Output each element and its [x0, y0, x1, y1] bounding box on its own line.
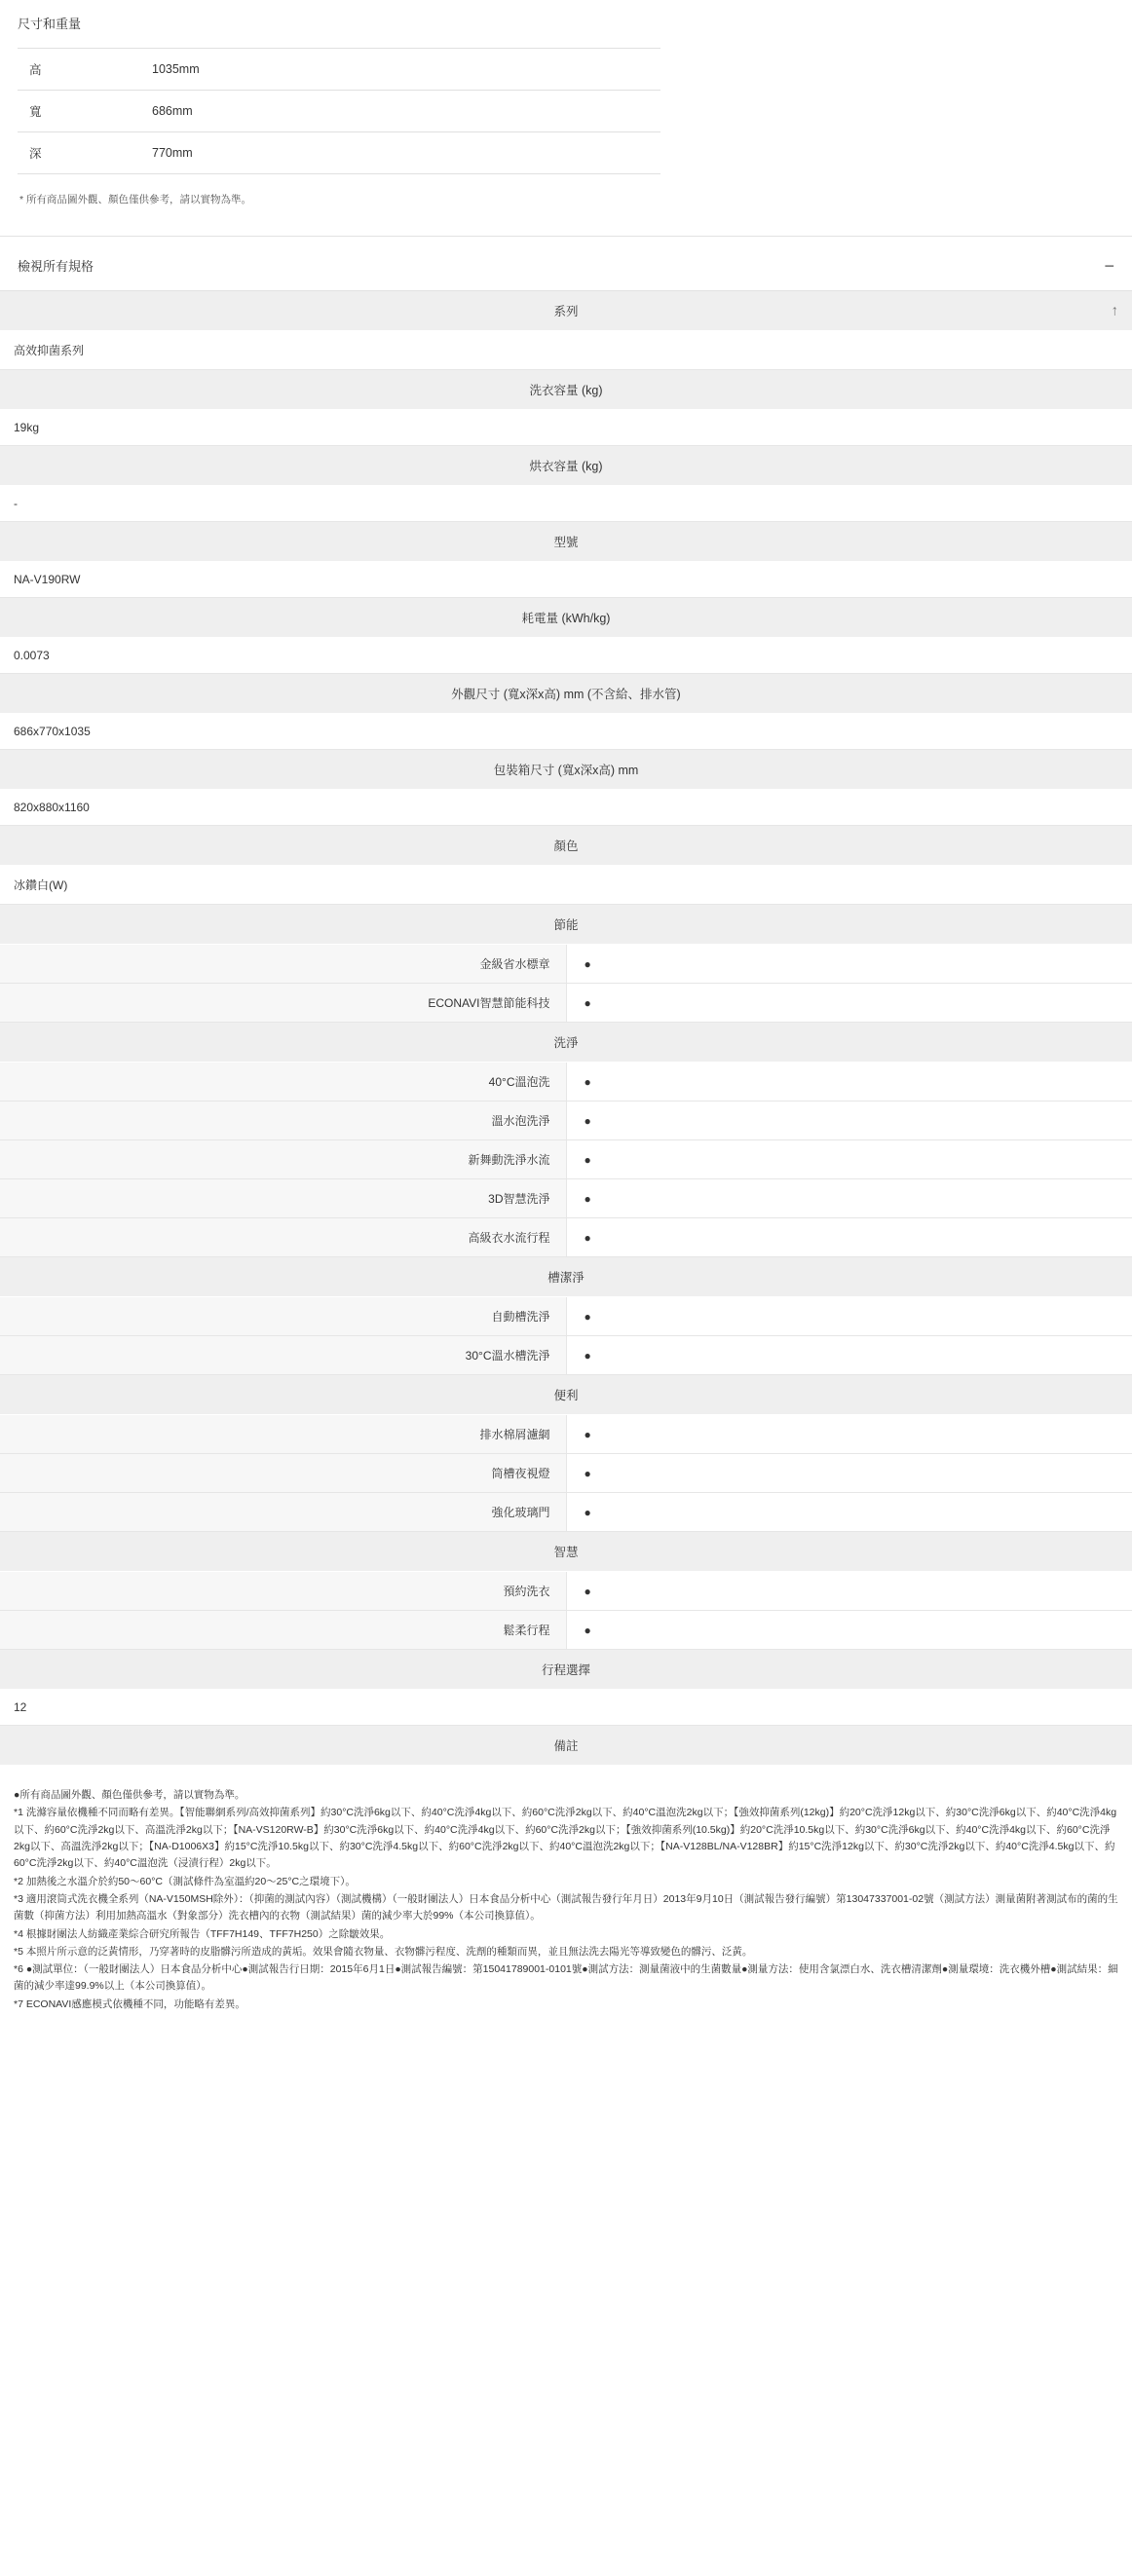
spec-value: 高效抑菌系列: [0, 331, 1132, 370]
footnotes-block: [0, 1766, 1132, 2039]
dimensions-table: [18, 48, 660, 174]
spec-group-row: [0, 1532, 1132, 1572]
spec-group-label: 智慧: [0, 1532, 1132, 1572]
dimension-label-height: 高: [29, 63, 42, 77]
spec-feature-label: 強化玻璃門: [0, 1493, 566, 1532]
spec-value: 820x880x1160: [0, 790, 1132, 826]
spec-feature-mark: ●: [566, 1063, 1132, 1101]
spec-group-row: [0, 750, 1132, 790]
footnote-line: *2 加熱後之水溫介於約50～60°C（測試條件為室溫約20～25°C之環境下）。: [14, 1875, 356, 1887]
spec-group-row: [0, 446, 1132, 486]
spec-feature-label: 40°C溫泡洗: [0, 1063, 566, 1101]
dimensions-section: [0, 0, 1132, 206]
spec-group-row: [0, 522, 1132, 562]
spec-feature-label: 新舞動洗淨水流: [0, 1140, 566, 1179]
spec-feature-label: 3D智慧洗淨: [0, 1179, 566, 1218]
dimensions-title: 尺寸和重量: [18, 17, 82, 31]
spec-value-row: [0, 562, 1132, 598]
spec-feature-mark: ●: [566, 1140, 1132, 1179]
spec-group-row: [0, 905, 1132, 945]
spec-group-label: 包裝箱尺寸 (寬x深x高) mm: [0, 750, 1132, 790]
spec-value-row: [0, 714, 1132, 750]
dimension-value-depth: 770mm: [152, 146, 193, 160]
spec-value-row: [0, 331, 1132, 370]
spec-feature-label: ECONAVI智慧節能科技: [0, 984, 566, 1023]
spec-group-label: 便利: [0, 1375, 1132, 1415]
spec-value-row: [0, 410, 1132, 446]
spec-feature-mark: ●: [566, 1336, 1132, 1375]
spec-feature-label: 筒槽夜視燈: [0, 1454, 566, 1493]
minus-icon[interactable]: −: [1104, 255, 1114, 276]
spec-group-row: [0, 826, 1132, 866]
dimension-value-width: 686mm: [152, 104, 193, 118]
spec-table-body: [0, 291, 1132, 1766]
spec-feature-row: [0, 1218, 1132, 1257]
spec-feature-mark: ●: [566, 1454, 1132, 1493]
spec-value: -: [0, 486, 1132, 522]
spec-group-row: [0, 291, 1132, 331]
spec-value: NA-V190RW: [0, 562, 1132, 598]
spec-feature-mark: ●: [566, 1572, 1132, 1611]
spec-group-row: [0, 1257, 1132, 1297]
dimension-label-depth: 深: [29, 147, 42, 161]
spec-group-row: [0, 1375, 1132, 1415]
spec-feature-row: [0, 1297, 1132, 1336]
spec-feature-mark: ●: [566, 945, 1132, 984]
spec-table: [0, 291, 1132, 1766]
spec-group-label: 槽潔淨: [0, 1257, 1132, 1297]
spec-feature-row: [0, 1140, 1132, 1179]
spec-group-label: 洗淨: [0, 1023, 1132, 1063]
spec-feature-label: 排水棉屑濾網: [0, 1415, 566, 1454]
spec-feature-row: [0, 1336, 1132, 1375]
spec-value: 0.0073: [0, 638, 1132, 674]
scroll-to-top-icon[interactable]: ↑: [1111, 302, 1118, 319]
spec-accordion-title: 檢視所有規格: [18, 259, 94, 274]
dimensions-note: * 所有商品圖外觀、顏色僅供參考，請以實物為準。: [19, 194, 252, 205]
spec-feature-row: [0, 1572, 1132, 1611]
spec-feature-label: 溫水泡洗淨: [0, 1101, 566, 1140]
spec-feature-row: [0, 984, 1132, 1023]
footnote-line: *5 本照片所示意的泛黃情形，乃穿著時的皮脂髒污所造成的黃垢。效果會隨衣物量、衣物髒污程度、洗劑的種類而異，並且無法洗去陽光等導致變色的髒污、泛黃。: [14, 1945, 753, 1958]
spec-value-row: [0, 486, 1132, 522]
spec-value-row: [0, 790, 1132, 826]
spec-feature-label: 鬆柔行程: [0, 1611, 566, 1650]
footnote-line: *3 適用滾筒式洗衣機全系列（NA-V150MSH除外）：（抑菌的測試內容）（測試機構）（一般財團法人）日本食品分析中心（測試報告發行年月日）2013年9月10日（測試報告發行編號）第13047337001-02號（測試方法）測量菌附著測試布的菌的生菌數（抑菌方法）利用加熱高溫水（對象部分）洗衣槽內的衣物（測試結果）菌的減少率大於99%（本公司換算值）。: [14, 1892, 1118, 1923]
spec-feature-row: [0, 1611, 1132, 1650]
spec-value: 冰鑽白(W): [0, 866, 1132, 905]
spec-feature-row: [0, 1454, 1132, 1493]
spec-group-label: 耗電量 (kWh/kg): [0, 598, 1132, 638]
spec-accordion-header[interactable]: [0, 237, 1132, 291]
spec-group-row: [0, 1023, 1132, 1063]
spec-value-row: [0, 1690, 1132, 1726]
spec-group-label: 顏色: [0, 826, 1132, 866]
spec-feature-mark: ●: [566, 1101, 1132, 1140]
spec-group-row: [0, 1650, 1132, 1690]
spec-group-label: 型號: [0, 522, 1132, 562]
footnote-line: *1 洗滌容量依機種不同而略有差異。【智能聯網系列/高效抑菌系列】約30°C洗淨6kg以下、約40°C洗淨4kg以下、約60°C洗淨2kg以下、約40°C溫泡洗2kg以下；【強效抑菌系列(12kg)】約20°C洗淨12kg以下、約30°C洗淨6kg以下、約40°C洗淨4kg以下、約60°C洗淨2kg以下、高溫洗淨2kg以下；【NA-VS120RW-B】約30°C洗淨6kg以下、約40°C洗淨4kg以下、約60°C洗淨2kg以下；【強效抑菌系列(10.5kg)】約20°C洗淨10.5kg以下、約30°C洗淨6kg以下、約40°C洗淨4kg以下、約60°C洗淨2kg以下、高溫洗淨2kg以下；【NA-D1006X3】約15°C洗淨10.5kg以下、約30°C洗淨4.5kg以下、約60°C洗淨2kg以下、約40°C溫泡洗2kg以下；【NA-V128BL/NA-V128BR】約15°C洗淨12kg以下、約30°C洗淨2kg以下、約40°C洗淨4.5kg以下、約60°C洗淨2kg以下、約40°C溫泡洗（浸漬行程）2kg以下。: [14, 1807, 1117, 1870]
spec-feature-mark: ●: [566, 984, 1132, 1023]
spec-group-label: 外觀尺寸 (寬x深x高) mm (不含給、排水管): [0, 674, 1132, 714]
spec-feature-label: 金級省水標章: [0, 945, 566, 984]
spec-feature-row: [0, 1179, 1132, 1218]
spec-value: 19kg: [0, 410, 1132, 446]
spec-feature-row: [0, 1493, 1132, 1532]
table-row: [18, 91, 660, 132]
footnote-line: *4 根據財團法人紡織產業綜合研究所報告（TFF7H149、TFF7H250）之除皺效果。: [14, 1927, 391, 1940]
spec-feature-mark: ●: [566, 1415, 1132, 1454]
spec-value: 12: [0, 1690, 1132, 1726]
spec-feature-mark: ●: [566, 1493, 1132, 1532]
dimension-value-height: 1035mm: [152, 62, 200, 76]
spec-feature-mark: ●: [566, 1297, 1132, 1336]
spec-feature-mark: ●: [566, 1218, 1132, 1257]
footnote-line: ●所有商品圖外觀、顏色僅供參考，請以實物為準。: [14, 1789, 245, 1801]
spec-group-label: 備註: [0, 1726, 1132, 1766]
spec-feature-mark: ●: [566, 1611, 1132, 1650]
spec-feature-label: 30°C溫水槽洗淨: [0, 1336, 566, 1375]
spec-group-label: 節能: [0, 905, 1132, 945]
table-row: [18, 49, 660, 91]
footnote-line: *7 ECONAVI感應模式依機種不同，功能略有差異。: [14, 1997, 245, 2010]
spec-feature-row: [0, 945, 1132, 984]
spec-feature-row: [0, 1415, 1132, 1454]
spec-feature-label: 自動槽洗淨: [0, 1297, 566, 1336]
spec-feature-label: 預約洗衣: [0, 1572, 566, 1611]
spec-feature-mark: ●: [566, 1179, 1132, 1218]
spec-group-row: [0, 370, 1132, 410]
spec-group-row: [0, 598, 1132, 638]
table-row: [18, 132, 660, 174]
spec-feature-row: [0, 1063, 1132, 1101]
dimensions-table-body: [18, 49, 660, 174]
dimension-label-width: 寬: [29, 105, 42, 119]
footnote-line: *6 ●測試單位：（一般財團法人）日本食品分析中心●測試報告行日期：2015年6月1日●測試報告編號：第15041789001-0101號●測試方法：測量菌液中的生菌數量●測量方法：使用含氯漂白水、洗衣槽清潔劑●測量環境：洗衣機外槽●測試結果：細菌的減少率達99.9%以上（本公司換算值）。: [14, 1963, 1118, 1993]
spec-value: 686x770x1035: [0, 714, 1132, 750]
spec-feature-label: 高級衣水流行程: [0, 1218, 566, 1257]
spec-group-row: [0, 1726, 1132, 1766]
spec-group-label: 行程選擇: [0, 1650, 1132, 1690]
spec-group-label: 系列 ↑: [0, 291, 1132, 331]
spec-value-row: [0, 638, 1132, 674]
spec-group-label: 洗衣容量 (kg): [0, 370, 1132, 410]
spec-group-row: [0, 674, 1132, 714]
spec-group-label: 烘衣容量 (kg): [0, 446, 1132, 486]
spec-feature-row: [0, 1101, 1132, 1140]
spec-value-row: [0, 866, 1132, 905]
